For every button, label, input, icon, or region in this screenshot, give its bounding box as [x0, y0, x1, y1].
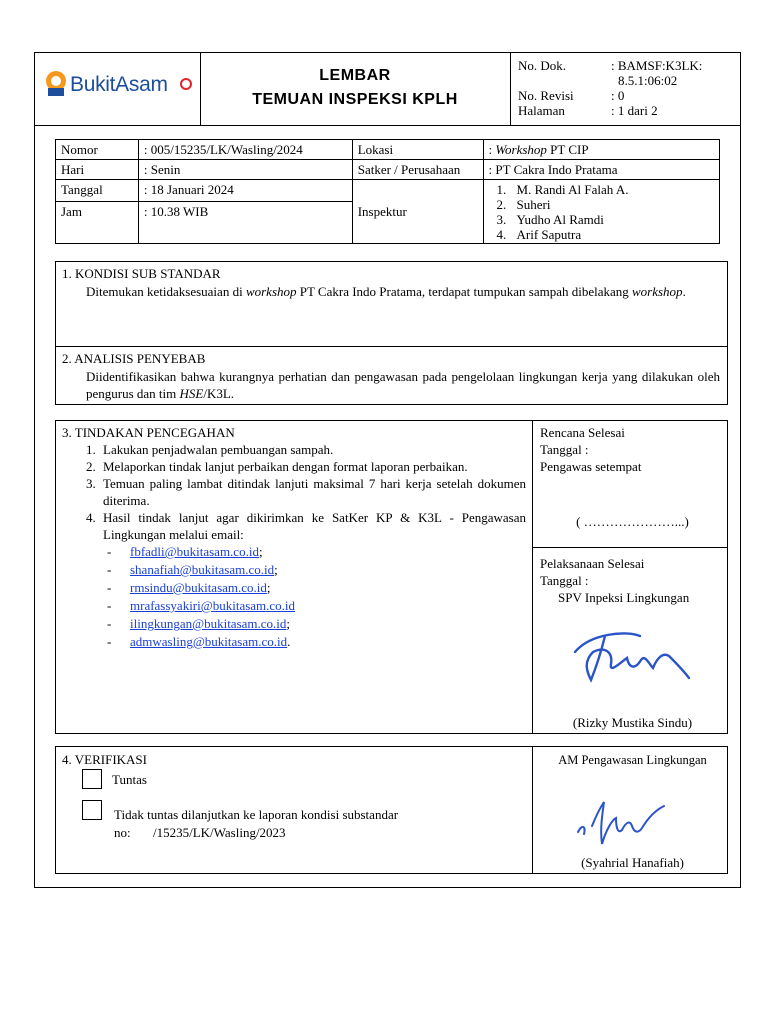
halaman-value: : 1 dari 2 — [611, 103, 658, 118]
section-2-heading: 2. ANALISIS PENYEBAB — [62, 351, 206, 366]
company-logo — [42, 66, 192, 106]
section-3-heading: 3. TINDAKAN PENCEGAHAN — [62, 425, 235, 440]
email-link[interactable]: admwasling@bukitasam.co.id — [130, 634, 288, 649]
section-1-heading: 1. KONDISI SUB STANDAR — [62, 266, 221, 281]
doc-no-label: No. Dok. — [518, 58, 567, 73]
satker-label: Satker / Perusahaan — [352, 160, 483, 180]
tuntas-checkbox[interactable] — [82, 769, 102, 789]
satker-value: : PT Cakra Indo Pratama — [483, 160, 719, 180]
doc-no-value-2: 8.5.1:06:02 — [618, 73, 678, 88]
pelaksanaan-block — [540, 555, 725, 606]
email-item[interactable]: - fbfadli@bukitasam.co.id; — [107, 544, 263, 559]
pengawas-label: Pengawas setempat — [540, 459, 642, 474]
rencana-block — [540, 424, 725, 475]
email-item[interactable]: - admwasling@bukitasam.co.id. — [107, 634, 291, 649]
spv-label: SPV Inpeksi Lingkungan — [558, 590, 690, 605]
tidak-tuntas-checkbox[interactable] — [82, 800, 102, 820]
am-name: (Syahrial Hanafiah) — [581, 855, 684, 870]
section-4-heading: 4. VERIFIKASI — [62, 752, 147, 767]
section-3-right-divider — [532, 547, 728, 548]
document-title — [200, 64, 510, 112]
title-line-2: TEMUAN INSPEKSI KPLH — [252, 91, 458, 108]
lokasi-label: Lokasi — [352, 140, 483, 160]
email-item[interactable]: - rmsindu@bukitasam.co.id; — [107, 580, 271, 595]
section-divider — [55, 346, 728, 347]
email-link[interactable]: ilingkungan@bukitasam.co.id — [130, 616, 287, 631]
email-item[interactable]: - mrafassyakiri@bukitasam.co.id — [107, 598, 296, 613]
list-item: 3. Temuan paling lambat ditindak lanjuti maksimal 7 hari kerja setelah dokumen diterima. — [86, 476, 526, 508]
inspektur-item: 4. Arif Saputra — [496, 227, 582, 242]
section-2-body: Diidentifikasikan bahwa kurangnya perhatian dan pengawasan pada pengelolaan lingkungan kerja yang dilakukan oleh pengurus dan tim HSE/K3L. — [86, 369, 720, 401]
nomor-label: Nomor — [56, 140, 139, 160]
nomor-value: : 005/15235/LK/Wasling/2024 — [138, 140, 352, 160]
email-link[interactable]: mrafassyakiri@bukitasam.co.id — [130, 598, 296, 613]
lokasi-value: : Workshop PT CIP — [483, 140, 719, 160]
section-4-divider — [532, 746, 533, 874]
pelaksanaan-tanggal: Tanggal : — [540, 573, 589, 588]
revisi-label: No. Revisi — [518, 88, 574, 103]
email-item[interactable]: - ilingkungan@bukitasam.co.id; — [107, 616, 291, 631]
substandar-no-label: no: — [114, 825, 131, 840]
inspektur-item: 1. M. Randi Al Falah A. — [496, 182, 629, 197]
pelaksanaan-label: Pelaksanaan Selesai — [540, 556, 645, 571]
am-signature-icon — [570, 790, 680, 850]
list-item: 2. Melaporkan tindak lanjut perbaikan dengan format laporan perbaikan. — [86, 459, 468, 474]
am-label: AM Pengawasan Lingkungan — [558, 753, 707, 767]
inspektur-list — [483, 180, 719, 244]
title-line-1: LEMBAR — [319, 67, 391, 84]
hari-value: : Senin — [138, 160, 352, 180]
tuntas-label: Tuntas — [112, 772, 147, 787]
spv-signature-icon — [565, 622, 695, 694]
info-table — [55, 139, 720, 244]
hari-label: Hari — [56, 160, 139, 180]
section-1-body: Ditemukan ketidaksesuaian di workshop PT Cakra Indo Pratama, terdapat tumpukan sampah dibelakang workshop. — [86, 284, 686, 299]
header-divider — [510, 52, 511, 126]
jam-value: : 10.38 WIB — [138, 202, 352, 244]
rencana-tanggal: Tanggal : — [540, 442, 589, 457]
inspektur-item: 2. Suheri — [496, 197, 551, 212]
tidak-tuntas-label: Tidak tuntas dilanjutkan ke laporan kondisi substandar — [114, 807, 399, 822]
doc-no-value: : BAMSF:K3LK: — [611, 58, 703, 73]
spv-name: (Rizky Mustika Sindu) — [572, 715, 693, 730]
email-link[interactable]: fbfadli@bukitasam.co.id — [130, 544, 259, 559]
email-link[interactable]: shanafiah@bukitasam.co.id — [130, 562, 275, 577]
halaman-label: Halaman — [518, 103, 565, 118]
pengawas-name: ( …………………...) — [576, 514, 689, 529]
jam-label: Jam — [56, 202, 139, 244]
inspektur-item: 3. Yudho Al Ramdi — [496, 212, 604, 227]
substandar-no-value: /15235/LK/Wasling/2023 — [153, 825, 286, 840]
rencana-label: Rencana Selesai — [540, 425, 625, 440]
tanggal-label: Tanggal — [56, 180, 139, 202]
document-info — [518, 58, 738, 118]
email-list — [86, 543, 526, 651]
section-3-divider — [532, 420, 533, 734]
tanggal-value: : 18 Januari 2024 — [138, 180, 352, 202]
email-link[interactable]: rmsindu@bukitasam.co.id — [130, 580, 267, 595]
email-item[interactable]: - shanafiah@bukitasam.co.id; — [107, 562, 278, 577]
inspektur-label: Inspektur — [352, 180, 483, 244]
list-item: 4. Hasil tindak lanjut agar dikirimkan ke SatKer KP & K3L - Pengawasan Lingkungan melalui email: — [86, 510, 526, 542]
list-item: 1. Lakukan penjadwalan pembuangan sampah. — [86, 442, 334, 457]
prevention-list — [86, 441, 526, 651]
logo-text: BukitAsam — [70, 73, 168, 96]
revisi-value: : 0 — [611, 88, 625, 103]
